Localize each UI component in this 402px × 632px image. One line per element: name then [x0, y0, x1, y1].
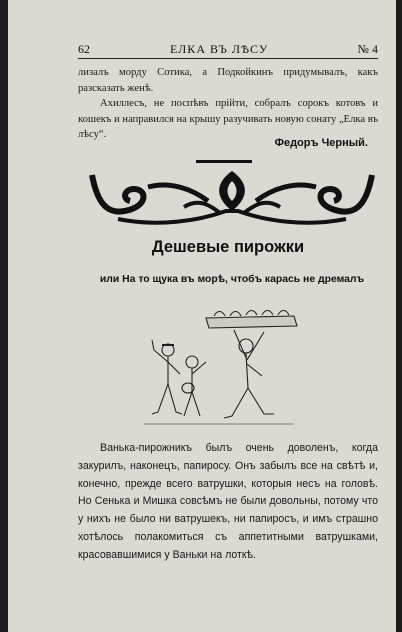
article-title: Дешевые пирожки — [151, 238, 305, 256]
paragraph: Ахиллесъ, не поспѣвъ прійти, собралъ сорокъ котовъ и кошекъ и направился на крышу разучивать новую сонату „Елка въ лѣсу“. — [78, 98, 378, 140]
running-title: ЕЛКА ВЪ ЛѢСУ — [170, 42, 269, 56]
boys-with-pies-illustration — [134, 300, 304, 430]
art-nouveau-ornament — [88, 167, 376, 229]
magazine-page — [8, 0, 396, 632]
separator-bar — [196, 160, 252, 163]
issue-number: № 4 — [357, 42, 378, 56]
article-subtitle: или На то щука въ морѣ, чтобъ карась не дремалъ — [99, 274, 365, 285]
page-number: 62 — [78, 42, 90, 56]
author-signature: Федоръ Черный. — [274, 137, 368, 149]
previous-story-ending — [78, 65, 378, 143]
header-rule — [78, 58, 378, 59]
page-header — [78, 42, 378, 56]
article-body: Ванька-пирожникъ былъ очень доволенъ, когда закурилъ, наконецъ, папиросу. Онъ забылъ все на свѣтѣ и, конечно, прежде всего ватрушки, которыя несъ на головѣ. Но Сенька и Мишка совсѣмъ не были довольны, потому что у нихъ не было ни ватрушекъ, ни папиросъ, и имъ страшно хотѣлось полакомиться съ аппетитными ватрушками, красовавшимися у Ваньки на лоткѣ. — [78, 442, 378, 561]
paragraph: лизалъ морду Сотика, а Подкойкинъ придумывалъ, какъ разсказать женѣ. — [78, 67, 378, 94]
